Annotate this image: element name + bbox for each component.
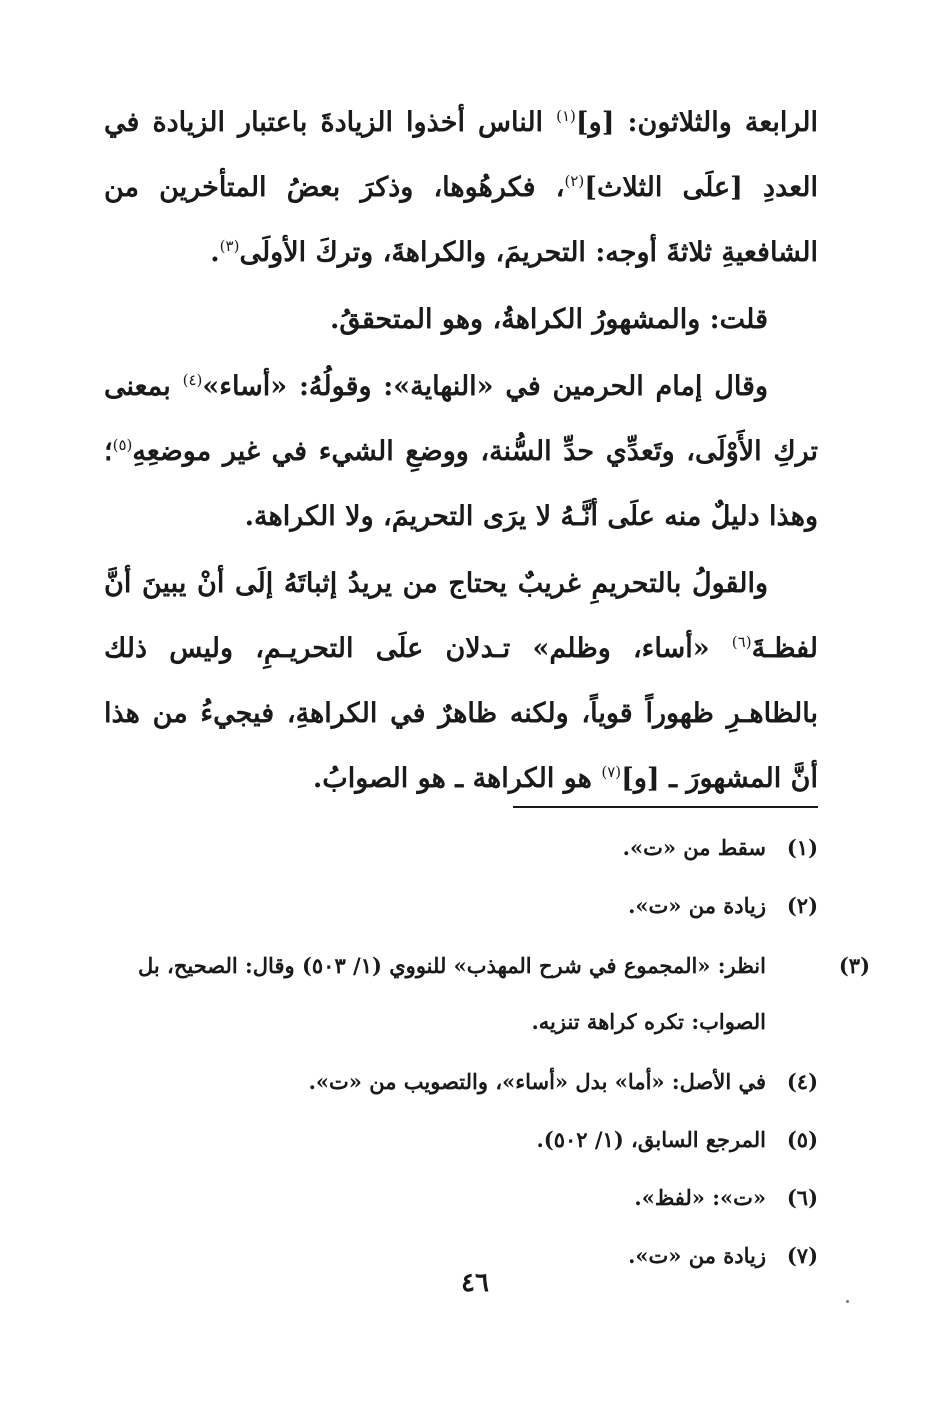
footnote-2 [104, 880, 818, 932]
footnote-number: (٦) [786, 1185, 818, 1210]
text-run: . [210, 237, 220, 268]
footnote-4 [104, 1056, 818, 1108]
text-run: «أساء، وظلم» تـدلان علَى التحريـمِ، وليس ذلك بالظاهـرِ ظهوراً قوياً، ولكنه ظاهرٌ في الكراهةِ، فيجيءُ من هذا أنَّ المشهورَ ـ [و] [104, 633, 818, 794]
footnote-number: (٧) [786, 1243, 818, 1268]
footnote-number: (٥) [786, 1127, 818, 1152]
footnote-text: زيادة من «ت». [628, 893, 766, 918]
footnotes [104, 822, 870, 1288]
text-run: الناس أخذوا الزيادةَ باعتبار الزيادة في العددِ [علَى الثلاث] [104, 107, 819, 203]
footnote-text: المرجع السابق، (١/ ٥٠٢). [536, 1127, 766, 1152]
footnote-ref-4[interactable]: (٤) [182, 371, 203, 389]
text-run: ؛ وهذا دليلٌ منه علَى أنَّـهُ لا يرَى التحريمَ، ولا الكراهة. [104, 436, 818, 532]
paragraph-2 [104, 287, 818, 352]
footnote-ref-5[interactable]: (٥) [112, 436, 133, 454]
footnote-ref-6[interactable]: (٦) [731, 633, 752, 651]
section-heading: الرابعة والثلاثون [637, 107, 818, 138]
footnote-text: انظر: «المجموع في شرح المهذب» للنووي (١/ ٥٠٣) وقال: الصحيح، بل الصواب: تكره كراهة تنزيه. [138, 953, 766, 1034]
text-run: ، فكرهُوها، وذكرَ بعضُ المتأخرين من الشافعيةِ ثلاثةَ أوجه: التحريمَ، والكراهةَ، وتركَ الأولَى [104, 172, 818, 268]
footnote-text: في الأصل: «أما» بدل «أساء»، والتصويب من «ت». [308, 1069, 766, 1094]
footnote-text: «ت»: «لفظ». [634, 1185, 766, 1210]
footnote-ref-2[interactable]: (٢) [564, 172, 585, 190]
footnote-1 [104, 822, 818, 874]
text-run: وقال إمام الحرمين في «النهاية»: وقولُهُ: «أساء» [202, 371, 769, 402]
footnote-5 [104, 1114, 818, 1166]
main-text [104, 90, 818, 811]
footnote-number: (٢) [786, 893, 818, 918]
scan-speck [846, 1300, 849, 1303]
text-run: هو الكراهة ـ هو الصوابُ. [312, 763, 602, 794]
footnote-ref-3[interactable]: (٣) [219, 237, 240, 255]
footnote-ref-1[interactable]: (١) [556, 107, 576, 125]
footnote-text: سقط من «ت». [622, 835, 766, 860]
footnote-separator [513, 806, 818, 808]
footnote-number: (١) [786, 835, 818, 860]
text-run: والقولُ بالتحريمِ غريبٌ يحتاج من يريدُ إثباتَهُ إلَى أنْ يبينَ أنَّ لفظـةَ [104, 568, 818, 664]
page-number: ٤٦ [461, 1268, 489, 1298]
paragraph-4 [104, 551, 818, 811]
footnote-number: (٣) [838, 953, 870, 978]
footnote-number: (٤) [786, 1069, 818, 1094]
qult-label: قلت [719, 304, 768, 335]
text-run: : [و] [575, 107, 638, 138]
paragraph-3 [104, 354, 818, 549]
paragraph-1 [104, 90, 818, 285]
footnote-6 [104, 1172, 818, 1224]
text-run: بمعنى تركِ الأَوْلَى، وتَعدِّي حدِّ السُّنة، ووضعِ الشيء في غير موضعِهِ [104, 371, 818, 467]
footnote-3 [104, 938, 870, 1050]
footnote-ref-7[interactable]: (٧) [601, 763, 622, 781]
footnote-text: زيادة من «ت». [628, 1243, 766, 1268]
text-run: : والمشهورُ الكراهةُ، وهو المتحققُ. [329, 304, 720, 335]
